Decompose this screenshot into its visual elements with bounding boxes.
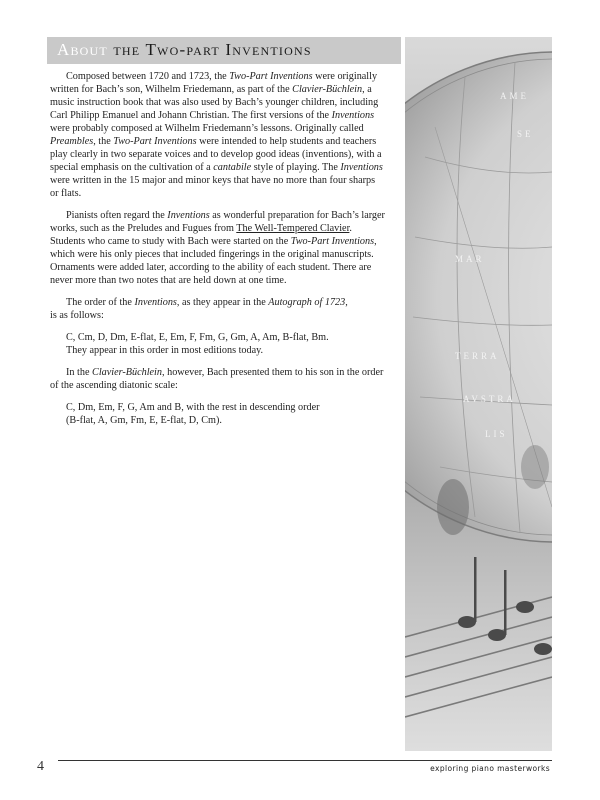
decorative-map-image	[405, 37, 552, 751]
page-title	[57, 40, 312, 60]
running-footer-title: exploring piano masterworks	[430, 764, 550, 773]
text-line: or flats.	[50, 188, 82, 199]
text-line: C, Dm, Em, F, G, Am and B, with the rest in descending order	[66, 402, 320, 413]
map-illustration	[405, 37, 552, 751]
svg-text:AVSTRA: AVSTRA	[463, 394, 516, 404]
text-line: They appear in this order in most editions today.	[66, 345, 264, 356]
page-title-about: About	[57, 40, 108, 59]
text-line: special emphasis on the cultivation of a cantabile style of playing. The Inventions	[50, 162, 383, 173]
paragraph-history	[50, 70, 396, 200]
text-line: is as follows:	[50, 310, 104, 321]
text-line: Preambles, the Two-Part Inventions were intended to help students and teachers	[50, 136, 377, 147]
text-line: works, such as the Preludes and Fugues from The Well-Tempered Clavier.	[50, 223, 352, 234]
paragraph-key-list-diatonic	[50, 401, 396, 427]
text-line: Composed between 1720 and 1723, the Two-Part Inventions were originally	[66, 71, 378, 82]
svg-text:TERRA: TERRA	[455, 351, 500, 361]
text-line: play clearly in two separate voices and to develop good ideas (inventions), with a	[50, 149, 382, 160]
paragraph-order-intro	[50, 296, 396, 322]
text-line: written for Bach’s son, Wilhelm Friedemann, as part of the Clavier-Büchlein, a	[50, 84, 372, 95]
text-line: of the ascending diatonic scale:	[50, 380, 178, 391]
svg-text:LIS: LIS	[485, 429, 508, 439]
footer-divider	[58, 760, 552, 761]
text-line: were probably composed at Wilhelm Friedemann’s lessons. Originally called	[50, 123, 364, 134]
text-line: C, Cm, D, Dm, E-flat, E, Em, F, Fm, G, Gm, A, Am, B-flat, Bm.	[66, 332, 329, 343]
paragraph-clavier-order	[50, 366, 396, 392]
svg-text:SE: SE	[517, 129, 534, 139]
text-line: Students who came to study with Bach were started on the Two-Part Inventions,	[50, 236, 377, 247]
text-line: In the Clavier-Büchlein, however, Bach presented them to his son in the order	[66, 367, 384, 378]
page-number: 4	[37, 759, 44, 774]
text-line: Ornaments were added later, according to the ability of each student. There are	[50, 262, 372, 273]
svg-text:MAR: MAR	[455, 254, 485, 264]
text-line: music instruction book that was also used by Bach’s younger children, including	[50, 97, 379, 108]
svg-text:AME: AME	[500, 91, 529, 101]
music-staff	[405, 597, 552, 717]
article-body	[50, 70, 396, 436]
text-line: Carl Philipp Emanuel and Johann Christian. The first versions of the Inventions	[50, 110, 375, 121]
text-line: were written in the 15 major and minor keys that have no more than four sharps	[50, 175, 376, 186]
text-line: (B-flat, A, Gm, Fm, E, E-flat, D, Cm).	[66, 415, 222, 426]
text-line: The order of the Inventions, as they appear in the Autograph of 1723,	[66, 297, 348, 308]
page-title-rest: the Two-part Inventions	[113, 40, 312, 59]
paragraph-preparation	[50, 209, 396, 287]
text-line: never more than two notes that are held down at one time.	[50, 275, 287, 286]
paragraph-key-list-autograph	[50, 331, 396, 357]
section-header-bar	[47, 37, 401, 64]
text-line: which were his only pieces that included fingerings in the original manuscripts.	[50, 249, 374, 260]
text-line: Pianists often regard the Inventions as wonderful preparation for Bach’s larger	[66, 210, 385, 221]
